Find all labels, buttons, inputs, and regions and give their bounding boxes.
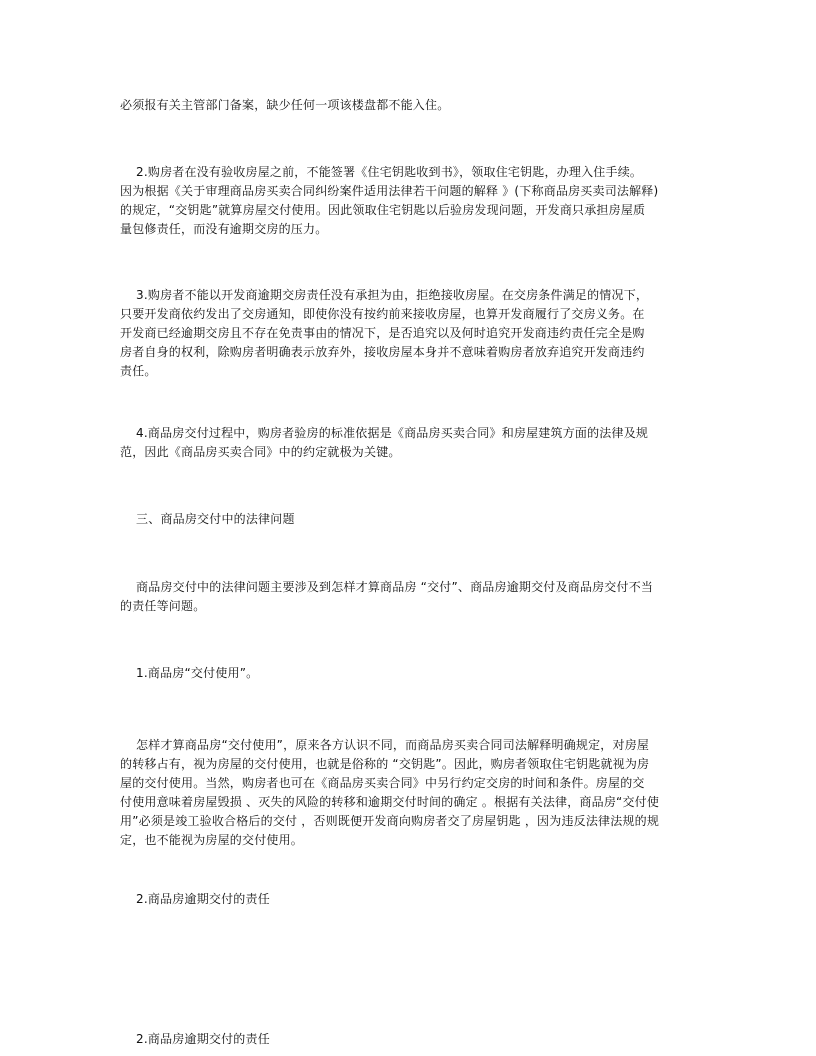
text-line: 的责任等问题。 — [120, 599, 206, 613]
text-line: 的规定，“交钥匙”就算房屋交付使用。因此领取住宅钥匙以后验房发现问题，开发商只承担房屋质 — [120, 203, 646, 217]
text-line: 1.商品房“交付使用”。 — [120, 666, 259, 680]
paragraph — [120, 424, 720, 462]
text-line: 商品房交付中的法律问题主要涉及到怎样才算商品房 “交付”、商品房逾期交付及商品房交付不当 — [120, 580, 654, 594]
text-line: 范，因此《商品房买卖合同》中的约定就极为关键。 — [120, 445, 401, 459]
text-line: 量包修责任，而没有逾期交房的压力。 — [120, 222, 328, 236]
text-line: 责任。 — [120, 364, 157, 378]
text-line: 怎样才算商品房“交付使用”，原来各方认识不同，而商品房买卖合同司法解释明确规定，对房屋 — [120, 738, 650, 752]
text-line: 定，也不能视为房屋的交付使用。 — [120, 833, 304, 847]
subsection-heading — [120, 1030, 720, 1049]
text-line: 3.购房者不能以开发商逾期交房责任没有承担为由，拒绝接收房屋。在交房条件满足的情况下， — [120, 288, 649, 302]
text-line: 付使用意味着房屋毁损 、灭失的风险的转移和逾期交付时间的确定 。根据有关法律，商品房“交付使 — [120, 795, 660, 809]
text-line: 4.商品房交付过程中，购房者验房的标准依据是《商品房买卖合同》和房屋建筑方面的法律及规 — [120, 426, 649, 440]
text-line: 的转移占有，视为房屋的交付使用，也就是俗称的 “交钥匙”。因此，购房者领取住宅钥匙就视为房 — [120, 757, 650, 771]
paragraph — [120, 96, 720, 115]
paragraph — [120, 286, 720, 381]
text-line: 用”必须是竣工验收合格后的交付 ，否则既便开发商向购房者交了房屋钥匙 ，因为违反法律法规的规 — [120, 814, 660, 828]
text-line: 房者自身的权利，除购房者明确表示放弃外，接收房屋本身并不意味着购房者放弃追究开发商违约 — [120, 345, 645, 359]
text-line: 开发商已经逾期交房且不存在免责事由的情况下，是否追究以及何时追究开发商违约责任完全是购 — [120, 326, 645, 340]
subsection-heading — [120, 890, 720, 909]
text-line: 2.商品房逾期交付的责任 — [120, 1032, 270, 1046]
paragraph — [120, 578, 720, 616]
paragraph — [120, 163, 720, 239]
text-line: 三、商品房交付中的法律问题 — [120, 512, 295, 526]
subsection-heading — [120, 664, 720, 683]
text-line: 2.商品房逾期交付的责任 — [120, 892, 270, 906]
text-line: 2.购房者在没有验收房屋之前，不能签署《住宅钥匙收到书》，领取住宅钥匙，办理入住手续。 — [120, 165, 643, 179]
text-line: 必须报有关主管部门备案，缺少任何一项该楼盘都不能入住。 — [120, 98, 450, 112]
text-line: 屋的交付使用。当然，购房者也可在《商品房买卖合同》中另行约定交房的时间和条件。房屋的交 — [120, 776, 645, 790]
section-heading — [120, 510, 720, 529]
text-line: 因为根据《关于审理商品房买卖合同纠纷案件适用法律若干问题的解释 》(下称商品房买卖司法解释) — [120, 184, 659, 198]
paragraph — [120, 736, 720, 850]
text-line: 只要开发商依约发出了交房通知，即使你没有按约前来接收房屋，也算开发商履行了交房义务。在 — [120, 307, 645, 321]
